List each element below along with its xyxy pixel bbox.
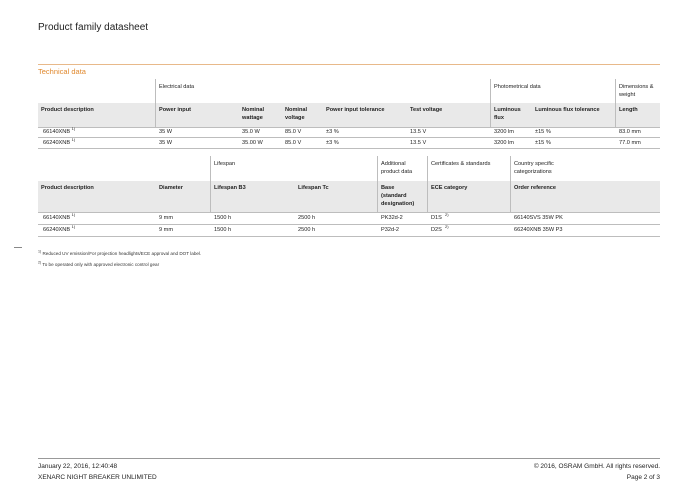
power-tolerance-value: ±3 % — [326, 140, 339, 146]
col-nominal-voltage: Nominal voltage — [285, 107, 308, 121]
product-name: 66140XNB — [43, 215, 71, 221]
col-test-voltage: Test voltage — [410, 107, 443, 113]
power-input-value: 35 W — [159, 129, 173, 135]
footer-divider — [38, 458, 660, 459]
product-name: 66240XNB — [43, 140, 71, 146]
col-product-description: Product description — [41, 185, 94, 191]
group-additional-product-data: Additional product data — [381, 161, 413, 175]
power-tolerance-value: ±3 % — [326, 129, 339, 135]
footnote-2: $^{2)}$ To be operated only with approved electronic control gear — [38, 260, 160, 267]
col-order-reference: Order reference — [514, 185, 556, 191]
footnote-ref: 1) — [71, 126, 76, 132]
col-diameter: Diameter — [159, 185, 183, 191]
group-certificates-standards: Certificates & standards — [431, 161, 491, 167]
margin-mark — [14, 247, 22, 248]
group-country-specific: Country specific categorizations — [514, 161, 554, 175]
footnote-ref: 1) — [71, 137, 76, 143]
test-voltage-value: 13.5 V — [410, 129, 427, 135]
col-power-input: Power input — [159, 107, 192, 113]
lifespan-tc-value: 2500 h — [298, 227, 316, 233]
footer-page-number: Page 2 of 3 — [626, 474, 660, 481]
col-power-input-tolerance: Power input tolerance — [326, 107, 385, 113]
footnote-1: $^{1)}$ Reduced UV emission/For projection headlights/ECE approval and DOT label. — [38, 249, 202, 256]
footnote-ref: 2) — [445, 224, 449, 230]
nominal-voltage-value: 85.0 V — [285, 140, 302, 146]
col-luminous-flux: Luminous flux — [494, 107, 521, 121]
footnote-ref: 2) — [445, 212, 449, 218]
group-lifespan: Lifespan — [214, 161, 236, 167]
col-base-designation: Base (standard designation) — [381, 185, 415, 207]
footnote-ref: 1) — [71, 224, 76, 230]
flux-tolerance-value: ±15 % — [535, 140, 551, 146]
group-dimensions-weight: Dimensions & weight — [619, 84, 654, 98]
diameter-value: 9 mm — [159, 227, 173, 233]
test-voltage-value: 13.5 V — [410, 140, 427, 146]
col-product-description: Product description — [41, 107, 94, 113]
flux-tolerance-value: ±15 % — [535, 129, 551, 135]
col-lifespan-b3: Lifespan B3 — [214, 185, 246, 191]
product-name: 66240XNB — [43, 227, 71, 233]
order-reference-value: 66140SVS 35W PK — [514, 215, 563, 221]
footnote-ref: 1) — [71, 212, 76, 218]
length-value: 77.0 mm — [619, 140, 641, 146]
section-divider — [38, 64, 660, 65]
section-title: Technical data — [38, 67, 86, 76]
col-lifespan-tc: Lifespan Tc — [298, 185, 329, 191]
ece-value: D2S — [431, 227, 442, 233]
footer-product-family: XENARC NIGHT BREAKER UNLIMITED — [38, 474, 157, 481]
power-input-value: 35 W — [159, 140, 173, 146]
table2-header-band — [38, 181, 660, 212]
product-name: 66140XNB — [43, 129, 71, 135]
footer-copyright: © 2016, OSRAM GmbH. All rights reserved. — [533, 463, 660, 470]
lifespan-b3-value: 1500 h — [214, 215, 232, 221]
lifespan-b3-value: 1500 h — [214, 227, 232, 233]
luminous-flux-value: 3200 lm — [494, 140, 514, 146]
luminous-flux-value: 3200 lm — [494, 129, 514, 135]
ece-value: D1S — [431, 215, 442, 221]
length-value: 83.0 mm — [619, 129, 641, 135]
col-ece-category: ECE category — [431, 185, 468, 191]
nominal-wattage-value: 35.0 W — [242, 129, 260, 135]
col-nominal-wattage: Nominal wattage — [242, 107, 265, 121]
group-photometrical-data: Photometrical data — [494, 84, 541, 90]
nominal-voltage-value: 85.0 V — [285, 129, 302, 135]
page-title: Product family datasheet — [38, 22, 149, 33]
group-electrical-data: Electrical data — [159, 84, 195, 90]
nominal-wattage-value: 35.00 W — [242, 140, 263, 146]
base-value: PK32d-2 — [381, 215, 403, 221]
lifespan-tc-value: 2500 h — [298, 215, 316, 221]
footer-date: January 22, 2016, 12:40:48 — [38, 463, 118, 470]
order-reference-value: 66240XNB 35W P3 — [514, 227, 563, 233]
col-length: Length — [619, 107, 638, 113]
base-value: P32d-2 — [381, 227, 400, 233]
col-luminous-flux-tolerance: Luminous flux tolerance — [535, 107, 600, 113]
diameter-value: 9 mm — [159, 215, 173, 221]
